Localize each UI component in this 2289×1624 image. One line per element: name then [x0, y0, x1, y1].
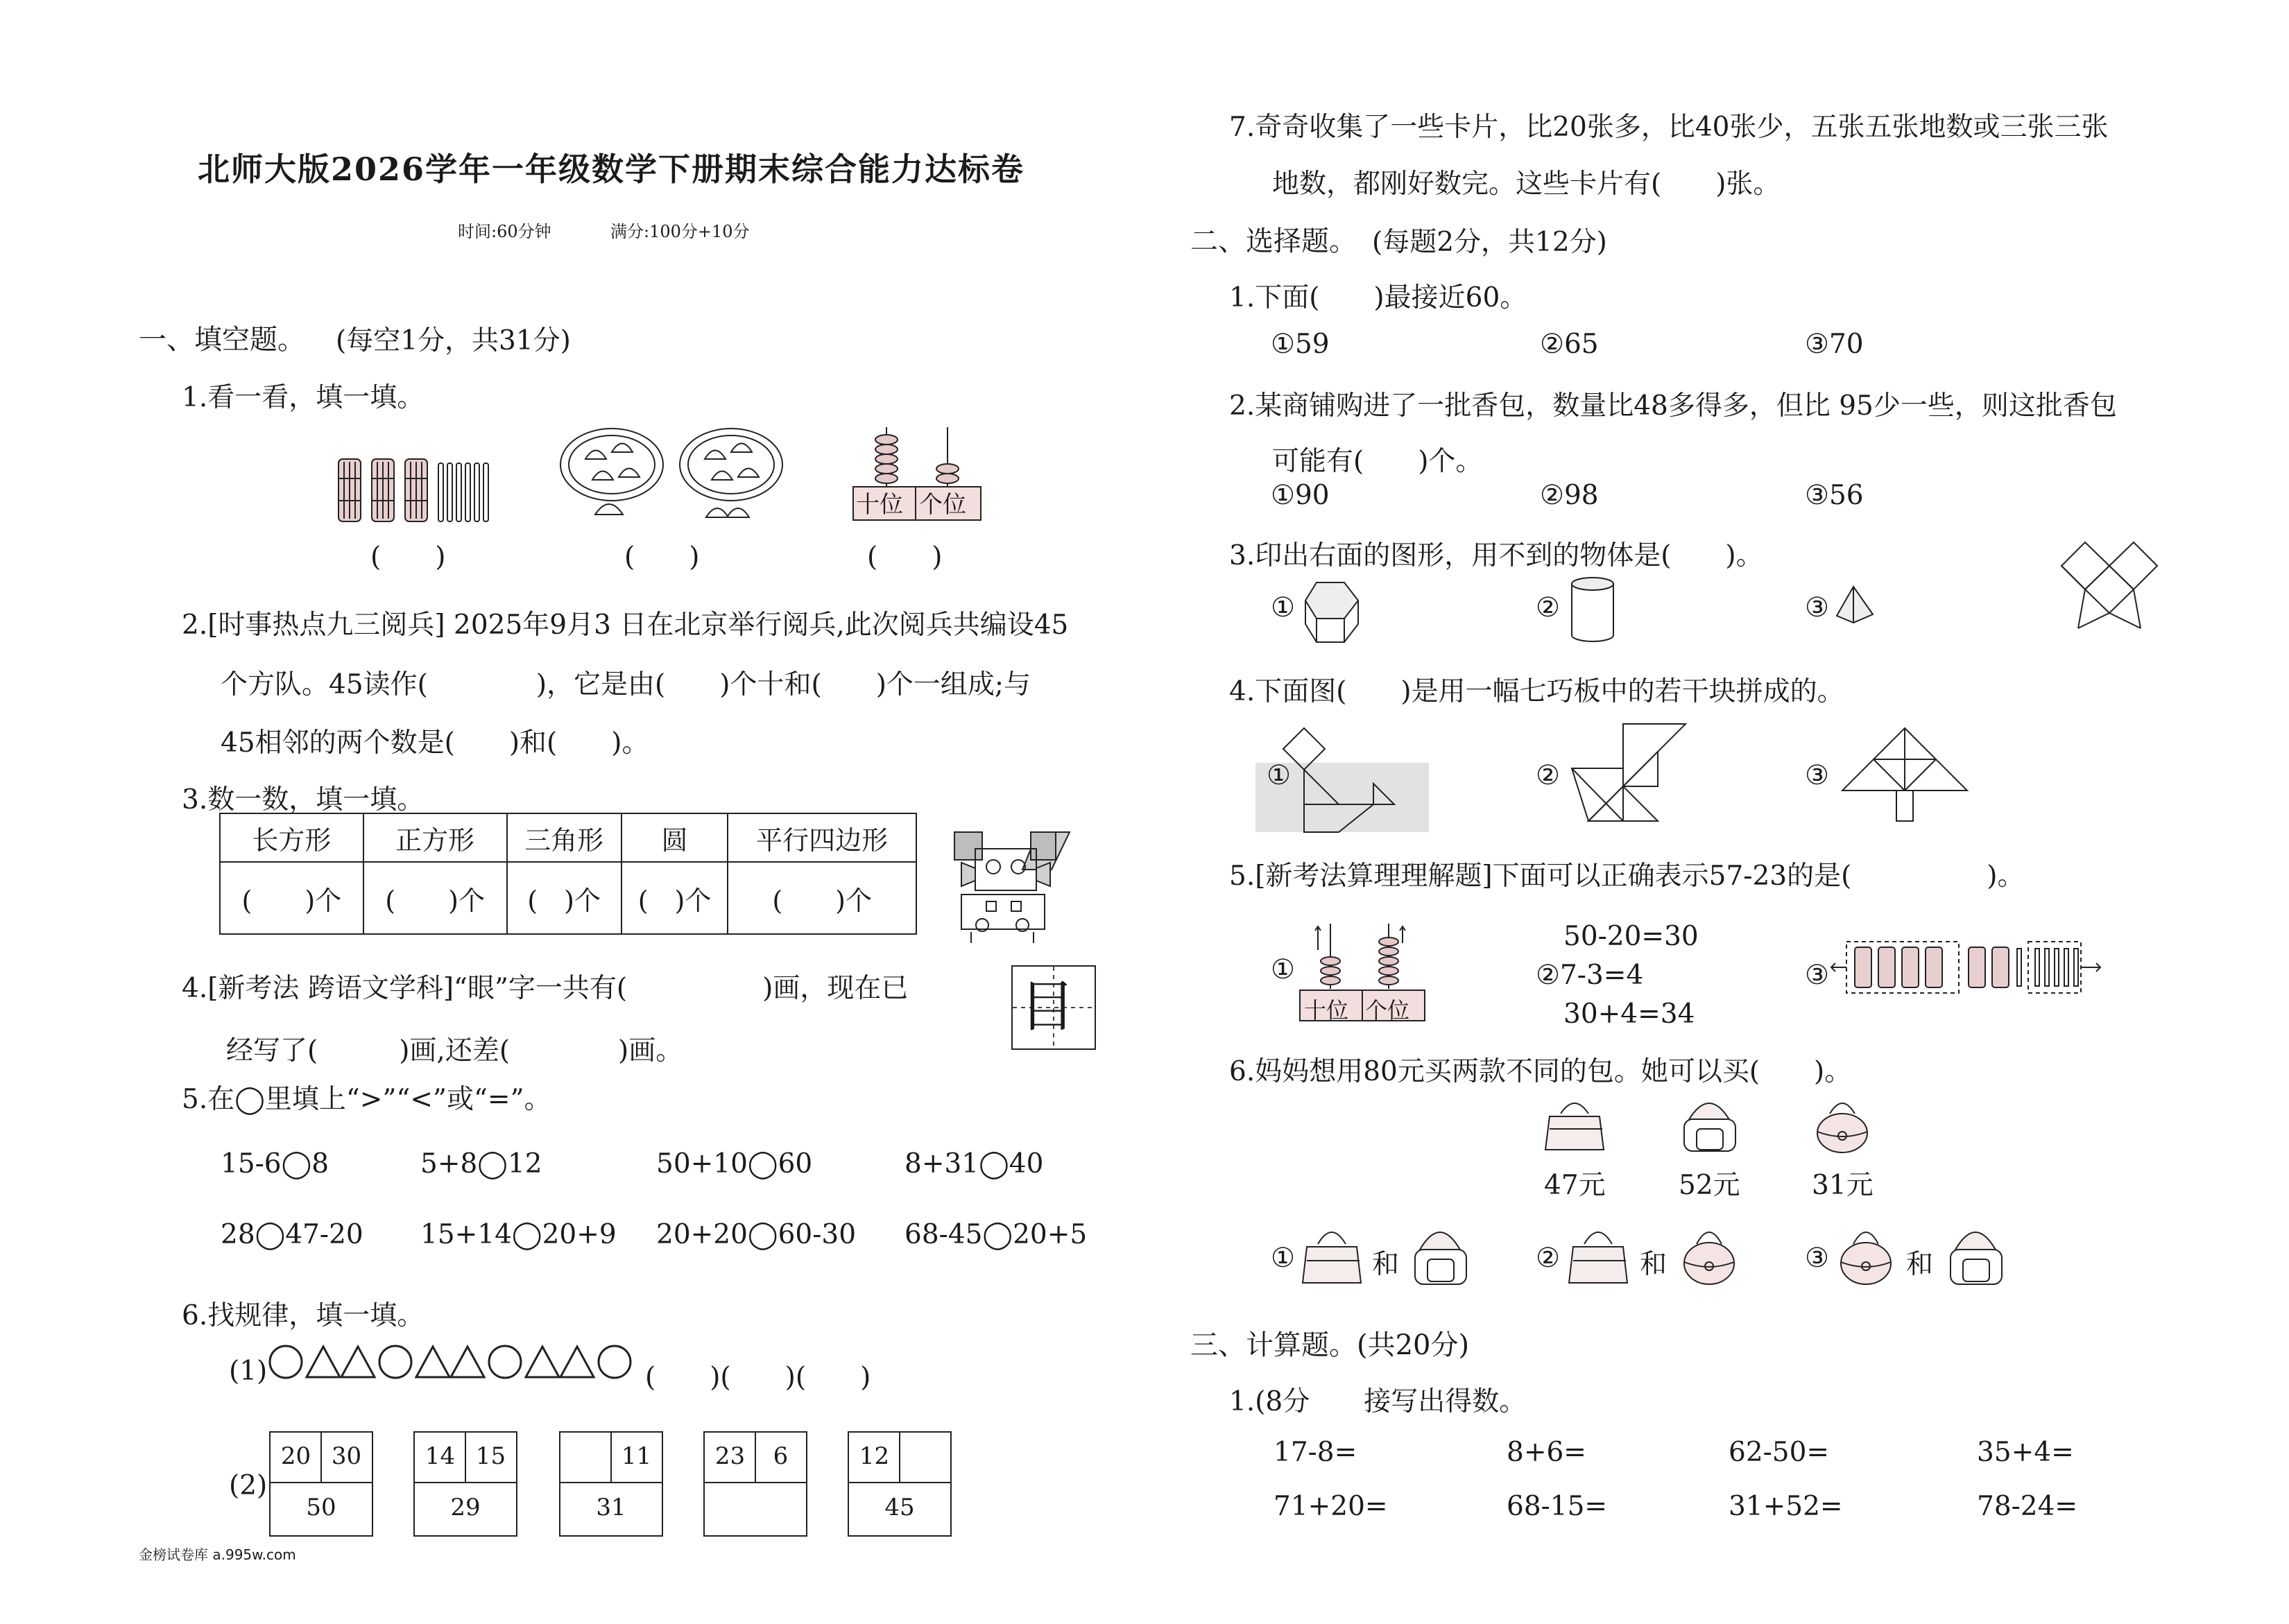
footer-watermark: 金榜试卷库 a.995w.com: [139, 1546, 296, 1563]
option-1-bag-b-icon: [1409, 1219, 1472, 1288]
box-2-top-right: 15: [475, 1442, 506, 1470]
q7-line-2: 地数，都刚好数完。这些卡片有( )张。: [1272, 169, 1781, 200]
s2-q2-line-1: 2.某商铺购进了一批香包，数量比48多得多，但比 95少一些，则这批香包: [1229, 390, 2117, 422]
option-1-bag-a-icon: [1301, 1219, 1364, 1288]
box-5-bottom: 45: [884, 1494, 915, 1521]
abacus2-tens-label: 十位: [1304, 997, 1349, 1023]
tangram-figure-2: [1568, 720, 1692, 831]
s2-q1-option-2[interactable]: ②65: [1540, 329, 1599, 360]
box-1-top-right: 30: [331, 1442, 362, 1470]
number-box-5: [848, 1431, 952, 1537]
s2-q2-option-1[interactable]: ①90: [1271, 480, 1330, 511]
s2-q1-text: 1.下面( )最接近60。: [1229, 282, 1527, 313]
section2-heading: 二、选择题。: [1190, 225, 1357, 257]
q2-line-1: 2.[时事热点九三阅兵] 2025年9月3 日在北京举行阅兵,此次阅兵共编设45: [182, 610, 1069, 641]
calc-8[interactable]: 78-24=: [1977, 1491, 2078, 1522]
hexagonal-prism-icon: [1303, 576, 1365, 645]
count-circle[interactable]: ( )个: [621, 862, 728, 934]
calc-5[interactable]: 71+20=: [1274, 1491, 1388, 1522]
q7-line-1: 7.奇奇收集了一些卡片，比20张多，比40张少，五张五张地数或三张三张: [1229, 112, 2109, 143]
s2-q6-option-3[interactable]: ③: [1805, 1243, 1829, 1274]
time-limit: 时间:60分钟: [458, 222, 551, 241]
calc-2[interactable]: 8+6=: [1507, 1437, 1586, 1468]
s2-q1-option-1[interactable]: ①59: [1271, 329, 1330, 360]
section1-heading: 一、填空题。: [139, 324, 305, 356]
q3-text: 3.数一数，填一填。: [182, 784, 425, 815]
s2-q4-option-2[interactable]: ②: [1536, 760, 1560, 791]
abacus-ones-label: 个位: [919, 491, 966, 519]
s2-q2-option-3[interactable]: ③56: [1805, 480, 1864, 511]
pyramid-icon: [1833, 584, 1881, 625]
price-bag-b: 52元: [1679, 1170, 1740, 1201]
option-3-and: 和: [1906, 1249, 1934, 1280]
shape-count-table: [219, 813, 917, 935]
compare-3[interactable]: 50+10◯60: [656, 1148, 813, 1180]
shape-pattern-sequence: [268, 1342, 642, 1381]
box-3-bottom: 31: [596, 1494, 626, 1521]
box-1-top-left: 20: [280, 1442, 311, 1470]
s2-q4-option-1[interactable]: ①: [1267, 760, 1291, 791]
option-3-bag-b-icon: [1945, 1219, 2007, 1288]
box-4-top-right: 6: [773, 1442, 789, 1470]
compare-4[interactable]: 8+31◯40: [905, 1148, 1044, 1180]
s2-q1-option-3[interactable]: ③70: [1805, 329, 1864, 360]
s2-q3-option-3[interactable]: ③: [1805, 592, 1829, 623]
option-2-bag-c-icon: [1679, 1219, 1741, 1288]
compare-6[interactable]: 15+14◯20+9: [420, 1219, 617, 1250]
option-2-and: 和: [1640, 1249, 1668, 1280]
number-box-2: [413, 1431, 517, 1537]
handbag-b-icon: [1679, 1093, 1741, 1155]
number-box-1: [269, 1431, 373, 1537]
option-1-and: 和: [1372, 1249, 1400, 1280]
s2-q6-option-2[interactable]: ②: [1536, 1243, 1560, 1274]
count-rectangle[interactable]: ( )个: [220, 862, 363, 934]
s2-q4-option-3[interactable]: ③: [1805, 760, 1829, 791]
s2-q6-text: 6.妈妈想用80元买两款不同的包。她可以买( )。: [1229, 1056, 1852, 1087]
header-parallelogram: 平行四边形: [728, 813, 916, 862]
s2-q4-text: 4.下面图( )是用一幅七巧板中的若干块拼成的。: [1229, 676, 1844, 707]
box-2-top-left: 14: [425, 1442, 456, 1470]
abacus2-ones-label: 个位: [1365, 997, 1410, 1023]
count-triangle[interactable]: ( )个: [507, 862, 621, 934]
q1-blank-1[interactable]: ( ): [370, 542, 446, 573]
page-title: 北师大版2026学年一年级数学下册期末综合能力达标卷: [198, 150, 1025, 188]
price-bag-a: 47元: [1544, 1170, 1606, 1201]
header-triangle: 三角形: [507, 813, 621, 862]
q4-line-1: 4.[新考法 跨语文学科]“眼”字一共有( )画，现在已: [182, 973, 909, 1004]
s2-q3-option-2[interactable]: ②: [1536, 592, 1560, 623]
tangram-figure-3: [1835, 721, 1974, 825]
box-2-bottom: 29: [450, 1494, 481, 1521]
s3-q1-text: 1.(8分 接写出得数。: [1229, 1386, 1527, 1417]
dumpling-plates-icon: [558, 424, 787, 528]
q4-line-2: 经写了( )画,还差( )画。: [226, 1035, 683, 1066]
s2-q5-option-2-line-3: 30+4=34: [1563, 999, 1695, 1030]
header-square: 正方形: [363, 813, 507, 862]
option-3-bag-c-icon: [1835, 1219, 1898, 1288]
box-5-top-left: 12: [859, 1442, 890, 1470]
s2-q5-option-2-line-2[interactable]: ②7-3=4: [1536, 960, 1644, 991]
box-4-top-left: 23: [714, 1442, 746, 1470]
header-circle: 圆: [621, 813, 728, 862]
number-box-4: [703, 1431, 807, 1537]
character-glyph: 目: [1020, 974, 1075, 1039]
calc-6[interactable]: 68-15=: [1507, 1491, 1608, 1522]
count-parallelogram[interactable]: ( )个: [728, 862, 916, 934]
handbag-c-icon: [1812, 1093, 1874, 1155]
q6-text: 6.找规律，填一填。: [182, 1300, 425, 1331]
box-1-bottom: 50: [306, 1494, 336, 1521]
header-rectangle: 长方形: [220, 813, 363, 862]
count-square[interactable]: ( )个: [363, 862, 507, 934]
q6-part-1-blanks[interactable]: ( )( )( ): [645, 1362, 871, 1393]
q1-blank-3[interactable]: ( ): [867, 542, 943, 573]
q2-line-3: 45相邻的两个数是( )和( )。: [221, 727, 649, 759]
s2-q5-option-1[interactable]: ①: [1271, 954, 1295, 985]
s2-q3-text: 3.印出右面的图形，用不到的物体是( )。: [1229, 540, 1763, 571]
s2-q3-option-1[interactable]: ①: [1271, 592, 1295, 623]
abacus-tens-label: 十位: [856, 491, 903, 519]
number-box-3: [559, 1431, 663, 1537]
full-score: 满分:100分+10分: [610, 222, 750, 241]
s2-q5-option-3[interactable]: ③: [1805, 960, 1829, 991]
target-net-figure: [2057, 538, 2161, 642]
compare-7[interactable]: 20+20◯60-30: [656, 1219, 857, 1250]
s2-q5-option-2-line-1: 50-20=30: [1563, 921, 1699, 952]
price-bag-c: 31元: [1812, 1170, 1874, 1201]
s2-q5-text: 5.[新考法算理理解题]下面可以正确表示57-23的是( )。: [1229, 861, 2025, 892]
handbag-a-icon: [1544, 1093, 1606, 1155]
section1-note: (每空1分，共31分): [336, 325, 571, 356]
q6-part-2-label: (2): [229, 1470, 268, 1501]
calc-1[interactable]: 17-8=: [1274, 1437, 1357, 1468]
q1-text: 1.看一看，填一填。: [182, 382, 425, 413]
compare-5[interactable]: 28◯47-20: [221, 1219, 363, 1250]
s2-q2-option-2[interactable]: ②98: [1540, 480, 1599, 511]
calc-7[interactable]: 31+52=: [1729, 1491, 1843, 1522]
shape-robot-icon: [948, 828, 1072, 946]
box-3-top-right: 11: [621, 1442, 652, 1470]
s2-q2-line-2: 可能有( )个。: [1272, 446, 1483, 477]
compare-2[interactable]: 5+8◯12: [420, 1148, 542, 1180]
cylinder-icon: [1568, 576, 1623, 645]
q1-blank-2[interactable]: ( ): [624, 542, 700, 573]
option-2-bag-a-icon: [1568, 1219, 1630, 1288]
character-grid: [1011, 965, 1096, 1050]
bundles-subtraction-icon: [1830, 936, 2107, 999]
compare-1[interactable]: 15-6◯8: [221, 1148, 329, 1180]
q6-part-1-label: (1): [229, 1356, 268, 1387]
section3-heading: 三、计算题。(共20分): [1190, 1329, 1470, 1361]
q5-text: 5.在◯里填上“>”“<”或“=”。: [182, 1084, 551, 1115]
q2-line-2: 个方队。45读作( )，它是由( )个十和( )个一组成;与: [221, 669, 1031, 700]
calc-3[interactable]: 62-50=: [1729, 1437, 1830, 1468]
section2-note: (每题2分，共12分): [1372, 227, 1607, 258]
compare-8[interactable]: 68-45◯20+5: [905, 1219, 1088, 1250]
calc-4[interactable]: 35+4=: [1977, 1437, 2074, 1468]
s2-q6-option-1[interactable]: ①: [1271, 1243, 1295, 1274]
bundles-of-ten-icon: [337, 458, 497, 527]
